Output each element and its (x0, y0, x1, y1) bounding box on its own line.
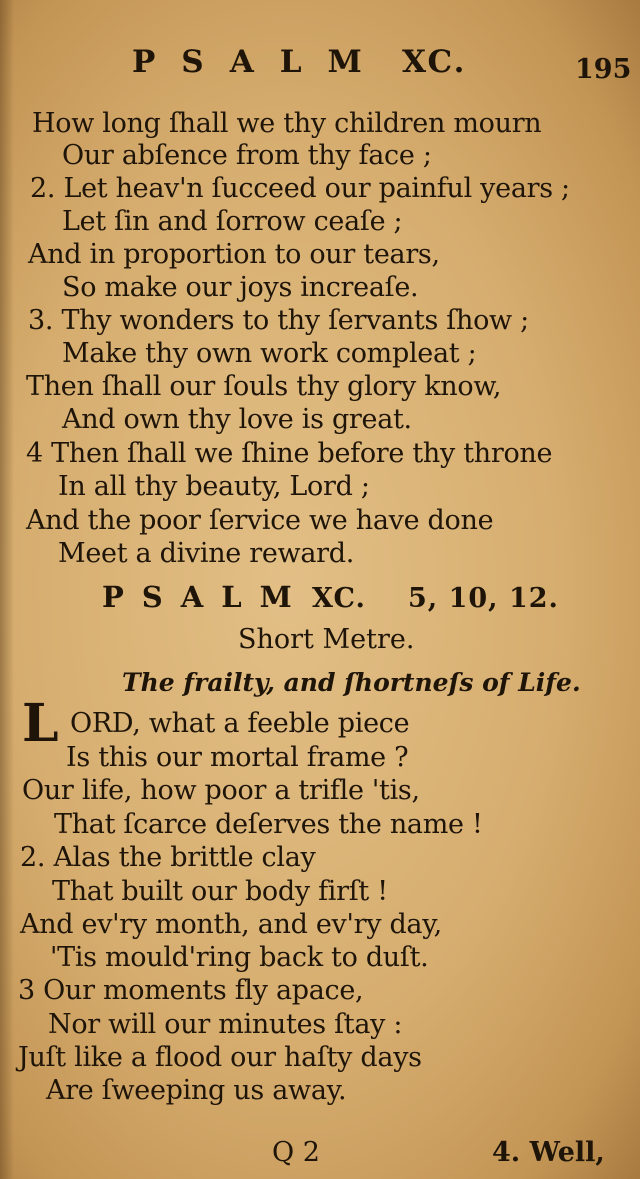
verse-line: Then ſhall our ſouls thy glory know, (26, 371, 502, 402)
verse-line: ORD, what a feeble piece (70, 708, 410, 739)
verse-line: And in proportion to our tears, (28, 239, 440, 270)
verse-line: Nor will our minutes ſtay : (48, 1009, 403, 1040)
verse-line: And own thy love is great. (62, 404, 412, 435)
page-gutter-shadow (0, 0, 14, 1179)
verse-line: That built our body firſt ! (52, 876, 388, 907)
verse-line: 2. Alas the brittle clay (20, 842, 316, 873)
verse-line: Is this our mortal frame ? (66, 742, 409, 773)
verse-line: 3 Our moments fly apace, (18, 975, 364, 1006)
verse-line: Juſt like a flood our haſty days (18, 1042, 422, 1073)
verse-line: Make thy own work compleat ; (62, 338, 477, 369)
section-verse-reference: 5, 10, 12. (408, 583, 559, 614)
verse-line: How long ſhall we thy children mourn (32, 108, 542, 139)
drop-cap-letter: L (22, 693, 59, 754)
signature-mark: Q 2 (272, 1137, 320, 1168)
catchword: 4. Well, (492, 1137, 605, 1168)
section-psalm-number: XC. (312, 583, 366, 614)
hymn-subtitle: The frailty, and ſhortneſs of Life. (122, 668, 581, 697)
page-number: 195 (575, 54, 632, 85)
verse-line: Our abſence from thy face ; (62, 140, 432, 171)
verse-line: 3. Thy wonders to thy ſervants ſhow ; (28, 305, 529, 336)
verse-line: Are ſweeping us away. (46, 1075, 347, 1106)
verse-line: That ſcarce deſerves the name ! (54, 809, 483, 840)
page-header-psalm-number: XC. (402, 44, 467, 80)
metre-label: Short Metre. (238, 624, 415, 655)
verse-line: Let ſin and ſorrow ceaſe ; (62, 206, 403, 237)
verse-line: Meet a divine reward. (58, 538, 355, 569)
verse-line: 2. Let heav'n ſucceed our painful years ; (30, 173, 570, 204)
verse-line: In all thy beauty, Lord ; (58, 471, 370, 502)
verse-line: Our life, how poor a trifle 'tis, (22, 775, 420, 806)
verse-line: So make our joys increaſe. (62, 272, 419, 303)
verse-line: 'Tis mould'ring back to duſt. (50, 942, 429, 973)
verse-line: And the poor ſervice we have done (26, 505, 494, 536)
page-header-title: PSALM (132, 44, 388, 80)
section-title: PSALM (102, 580, 310, 614)
verse-line: And ev'ry month, and ev'ry day, (20, 909, 442, 940)
verse-line: 4 Then ſhall we ſhine before thy throne (26, 438, 553, 469)
